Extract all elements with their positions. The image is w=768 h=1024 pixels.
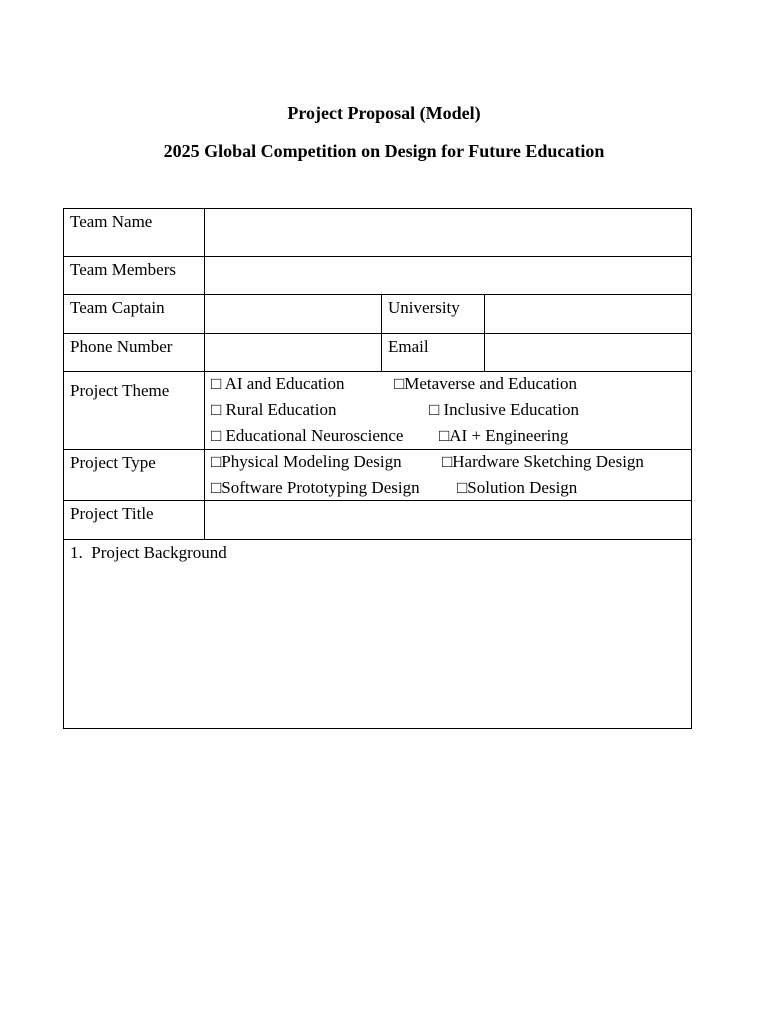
type-option-hardware[interactable]: □Hardware Sketching Design (442, 452, 644, 471)
document-title: Project Proposal (Model) (287, 103, 481, 123)
type-label: Project Type (64, 450, 205, 501)
type-option-solution[interactable]: □Solution Design (457, 478, 578, 497)
team-members-label: Team Members (64, 257, 205, 295)
type-option-physical[interactable]: □Physical Modeling Design (211, 452, 402, 471)
team-name-row (64, 209, 692, 257)
theme-label: Project Theme (64, 372, 205, 450)
contact-row (64, 334, 692, 372)
theme-row (64, 372, 692, 450)
team-captain-label: Team Captain (64, 295, 205, 334)
project-background-label: 1. Project Background (70, 543, 227, 562)
proposal-form-table (63, 208, 692, 729)
university-label: University (382, 295, 485, 334)
team-name-label: Team Name (64, 209, 205, 257)
phone-label: Phone Number (64, 334, 205, 372)
type-option-software[interactable]: □Software Prototyping Design (211, 478, 420, 497)
theme-option-ai-engineering[interactable]: □AI + Engineering (439, 426, 569, 445)
type-row (64, 450, 692, 501)
project-background-section[interactable] (64, 540, 692, 729)
type-options (205, 450, 692, 501)
team-members-field[interactable] (205, 257, 692, 295)
project-title-row (64, 501, 692, 540)
theme-options (205, 372, 692, 450)
project-title-label: Project Title (64, 501, 205, 540)
theme-option-inclusive[interactable]: □ Inclusive Education (429, 400, 580, 419)
university-field[interactable] (485, 295, 692, 334)
theme-option-neuroscience[interactable]: □ Educational Neuroscience (211, 426, 404, 445)
team-members-row (64, 257, 692, 295)
captain-row (64, 295, 692, 334)
document-subtitle: 2025 Global Competition on Design for Future Education (163, 141, 605, 161)
theme-option-metaverse[interactable]: □Metaverse and Education (394, 374, 578, 393)
phone-field[interactable] (205, 334, 382, 372)
project-title-field[interactable] (205, 501, 692, 540)
email-field[interactable] (485, 334, 692, 372)
theme-option-rural[interactable]: □ Rural Education (211, 400, 337, 419)
theme-option-ai-education[interactable]: □ AI and Education (211, 374, 345, 393)
background-row (64, 540, 692, 729)
email-label: Email (382, 334, 485, 372)
team-name-field[interactable] (205, 209, 692, 257)
team-captain-field[interactable] (205, 295, 382, 334)
